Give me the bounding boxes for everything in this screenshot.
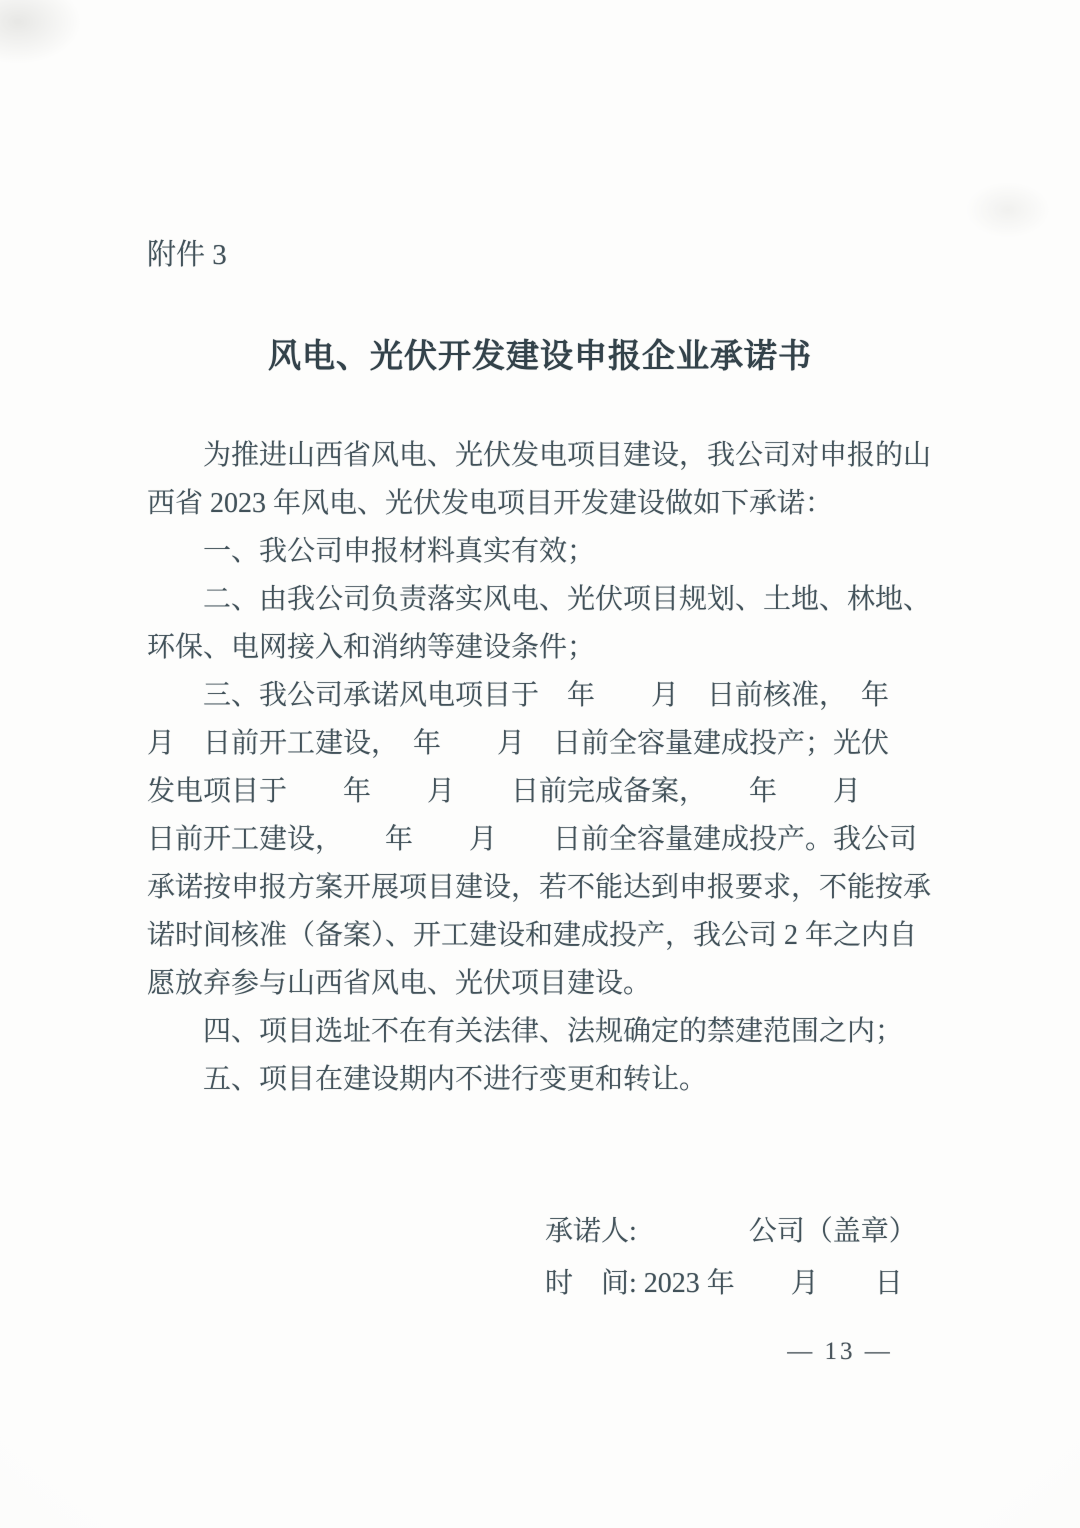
body-line: 三、我公司承诺风电项目于 年 月 日前核准， 年 [203,680,890,711]
document-body [147,432,933,1104]
document-title: 风电、光伏开发建设申报企业承诺书 [268,337,812,374]
body-line: 诺时间核准（备案）、开工建设和建成投产，我公司 2 年之内自 [147,920,918,951]
body-line: 环保、电网接入和消纳等建设条件； [147,632,596,663]
signature-block [545,1206,917,1310]
signer-line: 承诺人: 公司（盖章） [545,1216,917,1247]
body-line: 月 日前开工建设， 年 月 日前全容量建成投产；光伏 [147,728,890,759]
date-line: 时 间: 2023 年 月 日 [545,1268,903,1299]
body-line: 为推进山西省风电、光伏发电项目建设，我公司对申报的山 [203,440,932,471]
body-line: 五、项目在建设期内不进行变更和转让。 [203,1064,708,1095]
body-line: 愿放弃参与山西省风电、光伏项目建设。 [147,968,652,999]
body-line: 发电项目于 年 月 日前完成备案， 年 月 [147,776,862,807]
body-line: 日前开工建设， 年 月 日前全容量建成投产。我公司 [147,824,918,855]
page-number: — 13 — [787,1338,893,1365]
attachment-label: 附件 3 [147,239,227,271]
body-line: 二、由我公司负责落实风电、光伏项目规划、土地、林地、 [203,584,932,615]
body-line: 四、项目选址不在有关法律、法规确定的禁建范围之内； [203,1016,904,1047]
body-line: 西省 2023 年风电、光伏发电项目开发建设做如下承诺： [147,488,834,519]
body-line: 承诺按申报方案开展项目建设，若不能达到申报要求，不能按承 [147,872,932,903]
body-line: 一、我公司申报材料真实有效； [203,536,596,567]
